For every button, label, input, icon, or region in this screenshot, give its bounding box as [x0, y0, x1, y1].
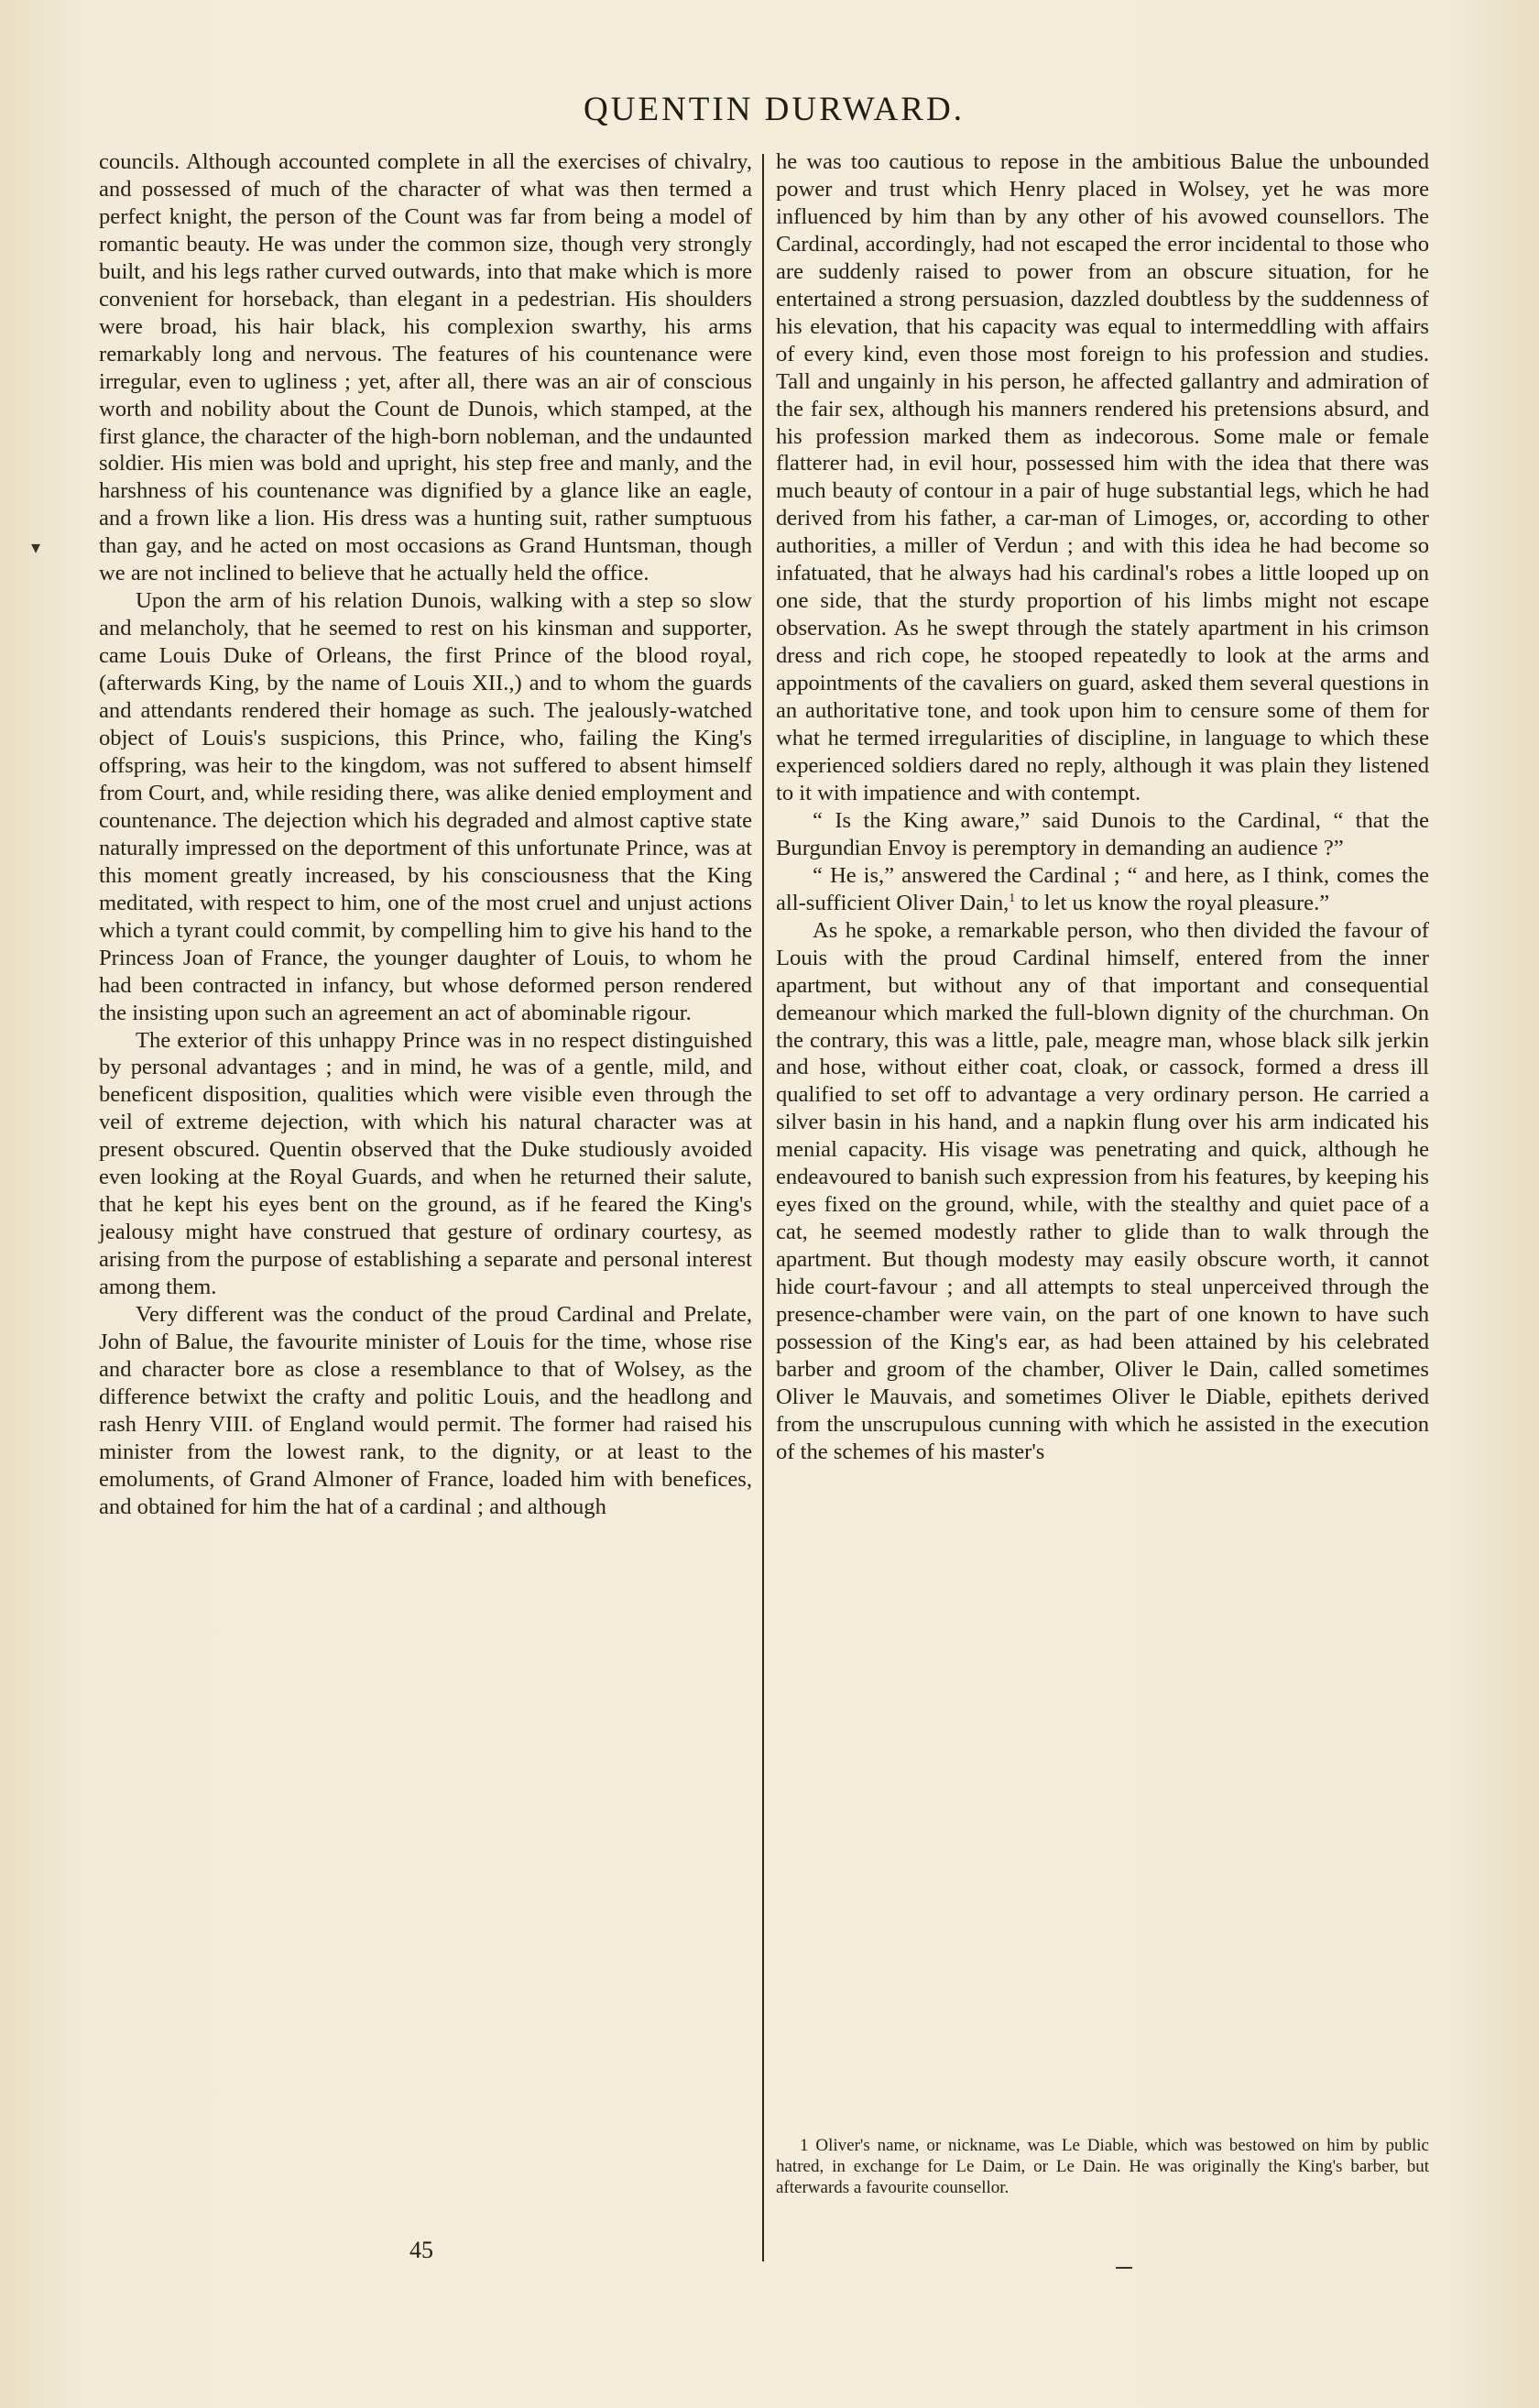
- right-column: [776, 148, 1429, 2196]
- paragraph: Very different was the conduct of the proud Cardinal and Prelate, John of Balue, the favourite minister of Louis for the time, whose rise and character bore as close a resemblance to that of Wolsey, as the difference betwixt the crafty and politic Louis, and the headlong and rash Henry VIII. of England would permit. The former had raised his minister from the lowest rank, to the dignity, or at least to the emoluments, of Grand Almoner of France, loaded him with benefices, and obtained for him the hat of a cardinal ; and although: [99, 1302, 752, 1519]
- right-column-body: [776, 148, 1429, 2118]
- paragraph: [776, 862, 1429, 917]
- paragraph: councils. Although accounted complete in all the exercises of chivalry, and possessed of much of the character of what was then termed a perfect knight, the person of the Count was far from being a model of romantic beauty. He was under the common size, though very strongly built, and his legs rather curved outwards, into that make which is more convenient for horseback, than elegant in a pedestrian. His shoulders were broad, his hair black, his complexion swarthy, his arms remarkably long and nervous. The features of his countenance were irregular, even to ugliness ; yet, after all, there was an air of conscious worth and nobility about the Count de Dunois, which stamped, at the first glance, the character of the high-born nobleman, and the undaunted soldier. His mien was bold and upright, his step free and manly, and the harshness of his countenance was dignified by a glance like an eagle, and a frown like a lion. His dress was a hunting suit, rather sumptuous than gay, and he acted on most occasions as Grand Huntsman, though we are not inclined to believe that he actually held the office.: [99, 149, 752, 586]
- paragraph: The exterior of this unhappy Prince was in no respect distinguished by personal advantages ; and in mind, he was of a gentle, mild, and beneficent disposition, qualities which were visible even through the veil of extreme dejection, with which his natural character was at present obscured. Quentin observed that the Duke studiously avoided even looking at the Royal Guards, and when he returned their salute, that he kept his eyes bent on the ground, as if he feared the King's jealousy might have construed that gesture of ordinary courtesy, as arising from the purpose of establishing a separate and personal interest among them.: [99, 1027, 752, 1300]
- footnote-text: 1 Oliver's name, or nickname, was Le Diable, which was bestowed on him by public hatred, in exchange for Le Daim, or Le Dain. He was originally the King's barber, but afterwards a favourite counsellor.: [776, 2136, 1429, 2197]
- stray-mark: [1116, 2267, 1132, 2269]
- paragraph-text: to let us know the royal pleasure.”: [1021, 890, 1330, 915]
- paragraph-text: “ He is,” answered the Cardinal ; “ and here, as I think, comes the all-sufficient Oliver Dain,: [776, 862, 1429, 915]
- column-divider: [762, 154, 764, 2261]
- footnote-reference[interactable]: 1: [1009, 891, 1016, 905]
- paragraph: Upon the arm of his relation Dunois, walking with a step so slow and melancholy, that he seemed to rest on his kinsman and supporter, came Louis Duke of Orleans, the first Prince of the blood royal, (afterwards King, by the name of Louis XII.,) and to whom the guards and attendants rendered their homage as such. The jealously-watched object of Louis's suspicions, this Prince, who, failing the King's offspring, was heir to the kingdom, was not suffered to absent himself from Court, and, while residing there, was alike denied employment and countenance. The dejection which his degraded and almost captive state naturally impressed on the deportment of this unfortunate Prince, was at this moment greatly increased, by his consciousness that the King meditated, with respect to him, one of the most cruel and unjust actions which a tyrant could commit, by compelling him to give his hand to the Princess Joan of France, the younger daughter of Louis, to whom he had been contracted in infancy, but whose deformed person rendered the insisting upon such an agreement an act of abominable rigour.: [99, 588, 752, 1025]
- paragraph: As he spoke, a remarkable person, who then divided the favour of Louis with the proud Cardinal himself, entered from the inner apartment, but without any of that important and consequential demeanour which marked the full-blown dignity of the churchman. On the contrary, this was a little, pale, meagre man, whose black silk jerkin and hose, without either coat, cloak, or cassock, formed a dress ill qualified to set off to advantage a very ordinary person. He carried a silver basin in his hand, and a napkin flung over his arm indicated his menial capacity. His visage was penetrating and quick, although he endeavoured to banish such expression from his features, by keeping his eyes fixed on the ground, while, with the stealthy and quiet pace of a cat, he seemed modestly rather to glide than to walk through the apartment. But though modesty may easily obscure worth, it cannot hide court-favour ; and all attempts to steal unperceived through the presence-chamber were vain, on the part of one known to have such possession of the King's ear, as had been attained by his celebrated barber and groom of the chamber, Oliver le Dain, called sometimes Oliver le Mauvais, and sometimes Oliver le Diable, epithets derived from the unscrupulous cunning with which he assisted in the execution of the schemes of his master's: [776, 917, 1429, 1464]
- running-head: QUENTIN DURWARD.: [584, 91, 965, 128]
- margin-mark: ▾: [30, 536, 41, 558]
- paragraph: “ Is the King aware,” said Dunois to the Cardinal, “ that the Burgundian Envoy is peremptory in demanding an audience ?”: [776, 807, 1429, 860]
- paragraph: he was too cautious to repose in the ambitious Balue the unbounded power and trust which Henry placed in Wolsey, yet he was more influenced by him than by any other of his avowed counsellors. The Cardinal, accordingly, had not escaped the error incidental to those who are suddenly raised to power from an obscure situation, for he entertained a strong persuasion, dazzled doubtless by the suddenness of his elevation, that his capacity was equal to intermeddling with affairs of every kind, even those most foreign to his profession and studies. Tall and ungainly in his person, he affected gallantry and admiration of the fair sex, although his manners rendered his pretensions absurd, and his profession marked them as indecorous. Some male or female flatterer had, in evil hour, possessed him with the idea that there was much beauty of contour in a pair of huge substantial legs, which he had derived from his father, a car-man of Limoges, or, according to other authorities, a miller of Verdun ; and with this idea he had become so infatuated, that he always had his cardinal's robes a little looped up on one side, that the sturdy proportion of his limbs might not escape observation. As he swept through the stately apartment in his crimson dress and rich cope, he stooped repeatedly to look at the arms and appointments of the cavaliers on guard, asked them several questions in an authoritative tone, and took upon him to censure some of them for what he termed irregularities of discipline, in language to which these experienced soldiers dared no reply, although it was plain they listened to it with impatience and with contempt.: [776, 149, 1429, 805]
- footnote: [776, 2135, 1429, 2198]
- page-number: 45: [409, 2237, 433, 2263]
- left-column: [99, 148, 752, 2196]
